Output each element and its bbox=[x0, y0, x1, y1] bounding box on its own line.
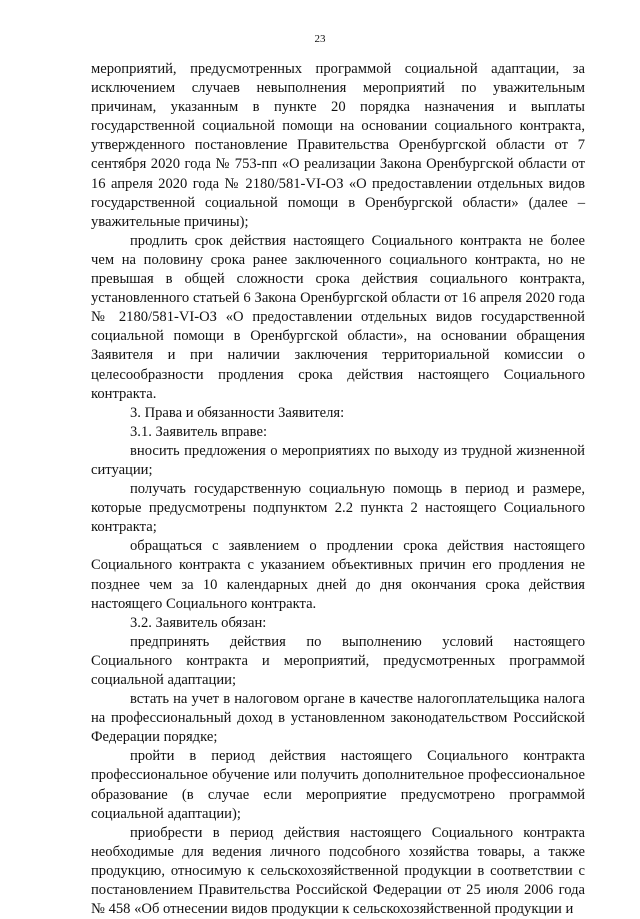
document-body bbox=[91, 60, 585, 919]
subsection-heading-applicant-must: 3.2. Заявитель обязан: bbox=[130, 614, 267, 631]
paragraph-training: пройти в период действия настоящего Социального контракта профессиональное обучение или получить дополнительное профессиональное образование (в случае если мероприятие предусмотрено программой социальной адаптации); bbox=[91, 748, 585, 822]
paragraph-tax-registration: встать на учет в налоговом органе в качестве налогоплательщика налога на профессиональный доход в установленном законодательством Российской Федерации порядке; bbox=[91, 691, 585, 746]
paragraph-take-actions: предпринять действия по выполнению условий настоящего Социального контракта и мероприятий, предусмотренных программой социальной адаптации; bbox=[91, 633, 585, 688]
paragraph-submit-proposals: вносить предложения о мероприятиях по выходу из трудной жизненной ситуации; bbox=[91, 442, 585, 478]
section-heading-rights-obligations: 3. Права и обязанности Заявителя: bbox=[130, 404, 345, 421]
page-number: 23 bbox=[314, 33, 326, 45]
subsection-heading-applicant-may: 3.1. Заявитель вправе: bbox=[130, 423, 267, 440]
paragraph-acquire-goods: приобрести в период действия настоящего Социального контракта необходимые для ведения личного подсобного хозяйства товары, а также продукцию, относимую к сельскохозяйственной продукции в соответствии с постановлением Правительства Российской Федерации от 25 июля 2006 года № 458 «Об отнесении видов продукции к сельскохозяйственной продукции и bbox=[91, 824, 585, 918]
paragraph-extend-contract: продлить срок действия настоящего Социального контракта не более чем на половину срока ранее заключенного социального контракта, но не превышая в общей сложности срока действия социального контракта, установленного статьей 6 Закона Оренбургской области от 16 апреля 2020 года № 2180/581-VI-ОЗ «О предоставлении отдельных видов государственной социальной помощи в Оренбургской области», на основании обращения Заявителя и при наличии заключения территориальной комиссии о целесообразности продления срока действия настоящего Социального контракта. bbox=[91, 232, 585, 402]
paragraph-apply-extension: обращаться с заявлением о продлении срока действия настоящего Социального контракта с указанием объективных причин его продления не позднее чем за 10 календарных дней до дня окончания срока действия настоящего Социального контракта. bbox=[91, 538, 585, 612]
paragraph-receive-assistance: получать государственную социальную помощь в период и размере, которые предусмотрены подпунктом 2.2 пункта 2 настоящего Социального контракта; bbox=[91, 481, 585, 536]
paragraph-program-adaptation-end: мероприятий, предусмотренных программой социальной адаптации, за исключением случаев невыполнения мероприятий по уважительным причинам, указанным в пункте 20 порядка назначения и выплаты государственной социальной помощи на основании социального контракта, утвержденного постановление Правительства Оренбургской области от 7 сентября 2020 года № 753-пп «О реализации Закона Оренбургской области от 16 апреля 2020 года № 2180/581-VI-ОЗ «О предоставлении отдельных видов государственной социальной помощи в Оренбургской области» (далее – уважительные причины); bbox=[91, 61, 585, 230]
